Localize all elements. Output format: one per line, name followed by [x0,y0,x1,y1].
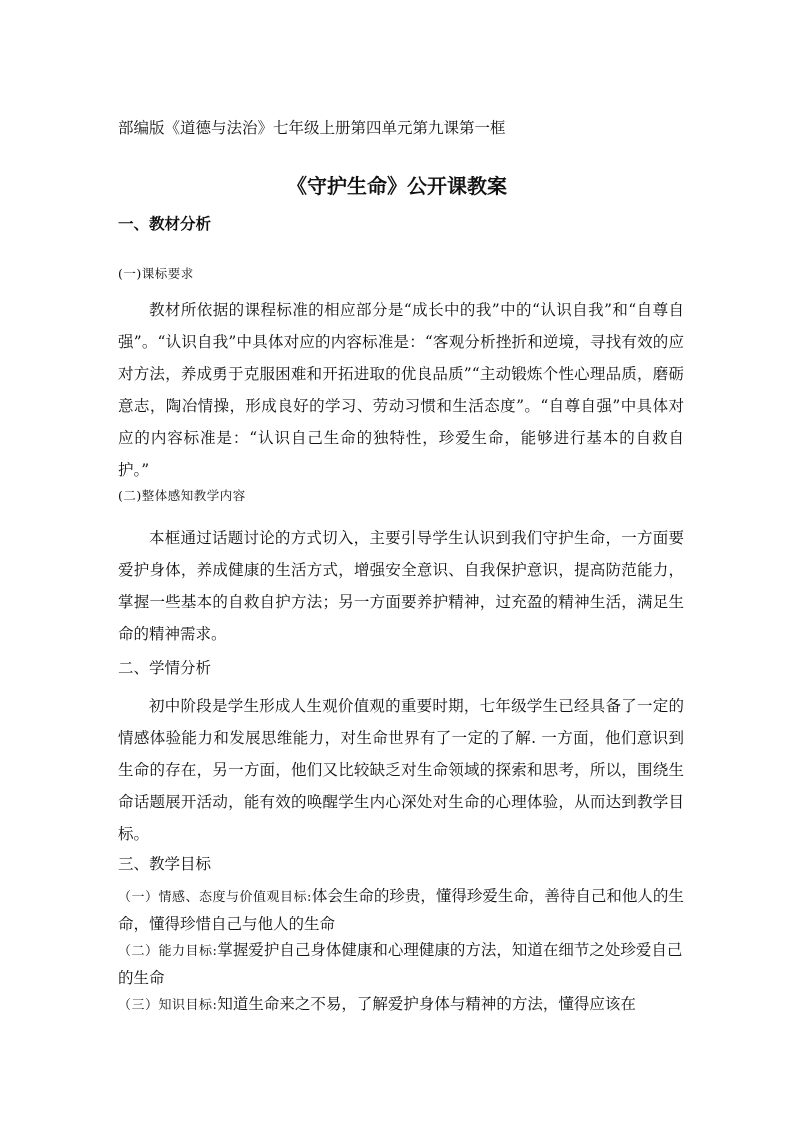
goal-text: 知道生命来之不易，了解爱护身体与精神的方法，懂得应该在 [217,995,636,1013]
section-heading-goals: 三、教学目标 [118,855,212,873]
document-title: 《守护生命》公开课教案 [287,174,507,198]
goal-item-ability [118,937,684,991]
goal-label: （二）能力目标: [118,944,218,959]
paragraph-students: 初中阶段是学生形成人生观价值观的重要时期，七年级学生已经具备了一定的情感体验能力和发展思维能力，对生命世界有了一定的了解. 一方面，他们意识到生命的存在，另一方面，他们又比较缺乏对生命领域的探索和思考，所以，围绕生命话题展开活动，能有效的唤醒学生内心深处对生命的心理体验，从而达到教学目标。 [118,697,684,843]
goal-item-emotion [118,883,684,937]
document-subtitle: 部编版《道德与法治》七年级上册第四单元第九课第一框 [118,119,506,137]
goal-label: （一）情感、态度与价值观目标: [118,890,312,905]
goal-text: 体会生命的珍贵，懂得珍爱生命，善待自己和他人的生命，懂得珍惜自己与他人的生命 [118,887,684,933]
section-heading-materials: 一、教材分析 [118,214,212,233]
goal-text: 掌握爱护自己身体健康和心理健康的方法，知道在细节之处珍爱自己的生命 [118,941,683,987]
paragraph-curriculum: 教材所依据的课程标准的相应部分是“成长中的我”中的“认识自我”和“自尊自强”。“认识自我”中具体对应的内容标准是：“客观分析挫折和逆境，寻找有效的应对方法，养成勇于克服困难和开拓进取的优良品质”“主动锻炼个性心理品质，磨砺意志，陶冶情操，形成良好的学习、劳动习惯和生活态度”。“自尊自强”中具体对应的内容标准是：“认识自己生命的独特性，珍爱生命，能够进行基本的自救自护。” [118,301,684,479]
subsection-heading-content: (二)整体感知教学内容 [118,488,246,503]
paragraph-content: 本框通过话题讨论的方式切入，主要引导学生认识到我们守护生命，一方面要爱护身体，养成健康的生活方式，增强安全意识、自我保护意识，提高防范能力，掌握一些基本的自救自护方法；另一方面要养护精神，过充盈的精神生活，满足生命的精神需求。 [118,529,684,643]
goal-label: （三）知识目标: [118,998,218,1013]
section-heading-students: 二、学情分析 [118,659,212,677]
subsection-heading-curriculum: (一)课标要求 [118,266,194,281]
goal-item-knowledge [118,991,684,1019]
